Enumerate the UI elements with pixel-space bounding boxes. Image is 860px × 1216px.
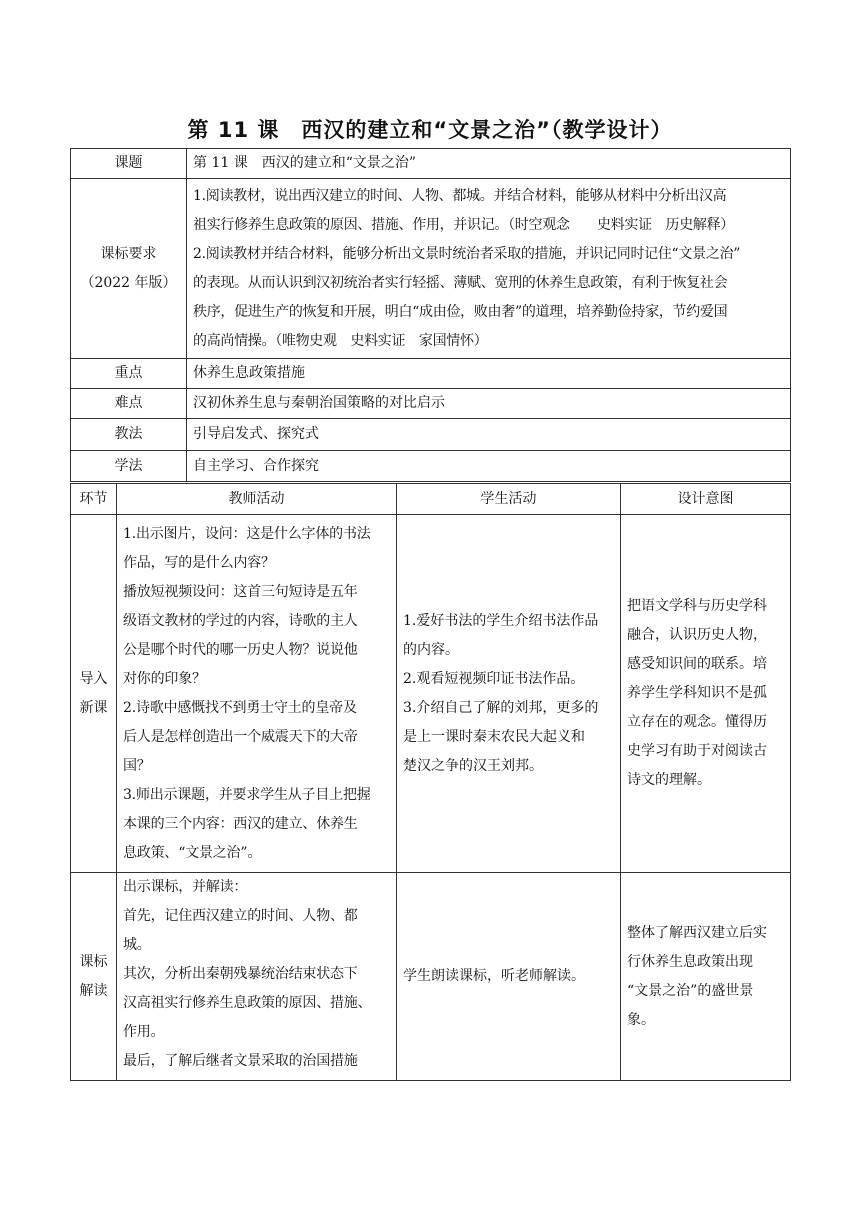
teacher-line: 2.诗歌中感慨找不到勇士守土的皇帝及 <box>123 699 357 716</box>
teacher-line: 汉高祖实行修养生息政策的原因、措施、 <box>123 995 372 1011</box>
stage-line: 导入 <box>79 670 108 687</box>
design-line: 象。 <box>627 1011 655 1028</box>
standard-row <box>71 179 791 359</box>
student-line: 学生朗读课标，听老师解读。 <box>403 968 585 984</box>
student-line: 楚汉之争的汉王刘邦。 <box>403 757 543 774</box>
teaching-method-label: 教法 <box>71 419 187 451</box>
topic-label: 课题 <box>71 149 187 179</box>
process-table <box>70 483 791 1081</box>
difficulty-label: 难点 <box>71 389 187 419</box>
key-point-value: 休养生息政策措施 <box>187 359 791 389</box>
teacher-line: 首先，记住西汉建立的时间、人物、都 <box>123 908 358 924</box>
student-cell <box>397 873 621 1081</box>
design-cell <box>621 873 791 1081</box>
standard-label-line: 课标要求 <box>100 245 157 262</box>
teacher-line: 级语文教材的学过的内容，诗歌的主人 <box>123 612 358 629</box>
header-design: 设计意图 <box>621 484 791 515</box>
header-stage: 环节 <box>71 484 117 515</box>
student-line: 1.爱好书法的学生介绍书法作品 <box>403 612 599 629</box>
student-line: 3.介绍自己了解的刘邦，更多的 <box>403 699 599 716</box>
teaching-method-row <box>71 419 791 451</box>
design-line: 诗文的理解。 <box>627 772 711 788</box>
design-cell <box>621 515 791 873</box>
key-point-label: 重点 <box>71 359 187 389</box>
standard-line: 祖实行修养生息政策的原因、措施、作用，并识记。（时空观念 史料实证 历史解释） <box>193 216 734 233</box>
header-teacher: 教师活动 <box>117 484 397 515</box>
info-table <box>70 148 791 482</box>
student-line: 的内容。 <box>403 641 459 658</box>
standard-text <box>187 179 791 359</box>
teacher-line: 后人是怎样创造出一个威震天下的大帝 <box>123 728 358 745</box>
standard-label <box>71 179 187 359</box>
design-line: 感受知识间的联系。培 <box>627 656 767 672</box>
process-row-standard <box>71 873 791 1081</box>
stage-line: 新课 <box>79 699 108 716</box>
learning-method-row <box>71 451 791 482</box>
standard-label-line: （2022 年版） <box>80 274 177 291</box>
design-line: 史学习有助于对阅读古 <box>627 743 767 759</box>
teacher-line: 息政策、“文景之治”。 <box>123 844 262 861</box>
standard-line: 秩序，促进生产的恢复和开展，明白“成由俭，败由奢”的道理，培养勤俭持家，节约爱国 <box>193 303 728 320</box>
design-line: 把语文学科与历史学科 <box>627 598 767 614</box>
teacher-line: 城。 <box>123 937 151 953</box>
page-title: 第 11 课 西汉的建立和“文景之治”（教学设计） <box>187 118 673 142</box>
teacher-line: 出示课标，并解读： <box>123 879 248 895</box>
design-line: 养学生学科知识不是孤 <box>627 685 767 701</box>
teacher-cell <box>117 873 397 1081</box>
teacher-line: 本课的三个内容：西汉的建立、休养生 <box>123 815 358 832</box>
standard-line: 1.阅读教材，说出西汉建立的时间、人物、都城。并结合材料，能够从材料中分析出汉高 <box>193 187 727 204</box>
standard-line: 的高尚情操。（唯物史观 史料实证 家国情怀） <box>193 332 488 349</box>
design-line: 融合，认识历史人物， <box>627 627 767 643</box>
learning-method-value: 自主学习、合作探究 <box>187 451 791 482</box>
teacher-line: 国？ <box>123 757 151 774</box>
design-line: “文景之治”的盛世景 <box>627 982 754 999</box>
topic-value: 第 11 课 西汉的建立和“文景之治” <box>187 149 791 179</box>
teacher-line: 对你的印象？ <box>123 670 206 687</box>
teacher-line: 最后，了解后继者文景采取的治国措施 <box>123 1053 358 1069</box>
stage-line: 课标 <box>79 953 108 970</box>
teacher-line: 1.出示图片，设问：这是什么字体的书法 <box>123 525 371 542</box>
stage-cell <box>71 873 117 1081</box>
topic-row <box>71 149 791 179</box>
teacher-line: 作用。 <box>123 1024 165 1040</box>
header-student: 学生活动 <box>397 484 621 515</box>
teaching-method-value: 引导启发式、探究式 <box>187 419 791 451</box>
student-line: 2.观看短视频印证书法作品。 <box>403 670 585 687</box>
stage-cell <box>71 515 117 873</box>
student-line: 是上一课时秦末农民大起义和 <box>403 728 585 745</box>
standard-line: 2.阅读教材并结合材料，能够分析出文景时统治者采取的措施，并识记同时记住“文景之治” <box>193 245 741 262</box>
teacher-line: 3.师出示课题，并要求学生从子目上把握 <box>123 786 371 803</box>
key-point-row <box>71 359 791 389</box>
teacher-line: 公是哪个时代的哪一历史人物？说说他 <box>123 641 358 658</box>
process-row-intro <box>71 515 791 873</box>
difficulty-row <box>71 389 791 419</box>
teacher-line: 播放短视频设问：这首三句短诗是五年 <box>123 583 358 600</box>
student-cell <box>397 515 621 873</box>
teacher-line: 其次，分析出秦朝残暴统治结束状态下 <box>123 966 358 982</box>
stage-line: 解读 <box>79 982 108 999</box>
design-line: 整体了解西汉建立后实 <box>627 924 767 941</box>
learning-method-label: 学法 <box>71 451 187 482</box>
process-header-row <box>71 484 791 515</box>
teacher-line: 作品，写的是什么内容？ <box>123 554 275 571</box>
design-line: 立存在的观念。懂得历 <box>627 714 767 730</box>
design-line: 行休养生息政策出现 <box>627 953 753 970</box>
standard-line: 的表现。从而认识到汉初统治者实行轻摇、薄赋、宽刑的休养生息政策，有利于恢复社会 <box>193 274 728 291</box>
difficulty-value: 汉初休养生息与秦朝治国策略的对比启示 <box>187 389 791 419</box>
teacher-cell <box>117 515 397 873</box>
